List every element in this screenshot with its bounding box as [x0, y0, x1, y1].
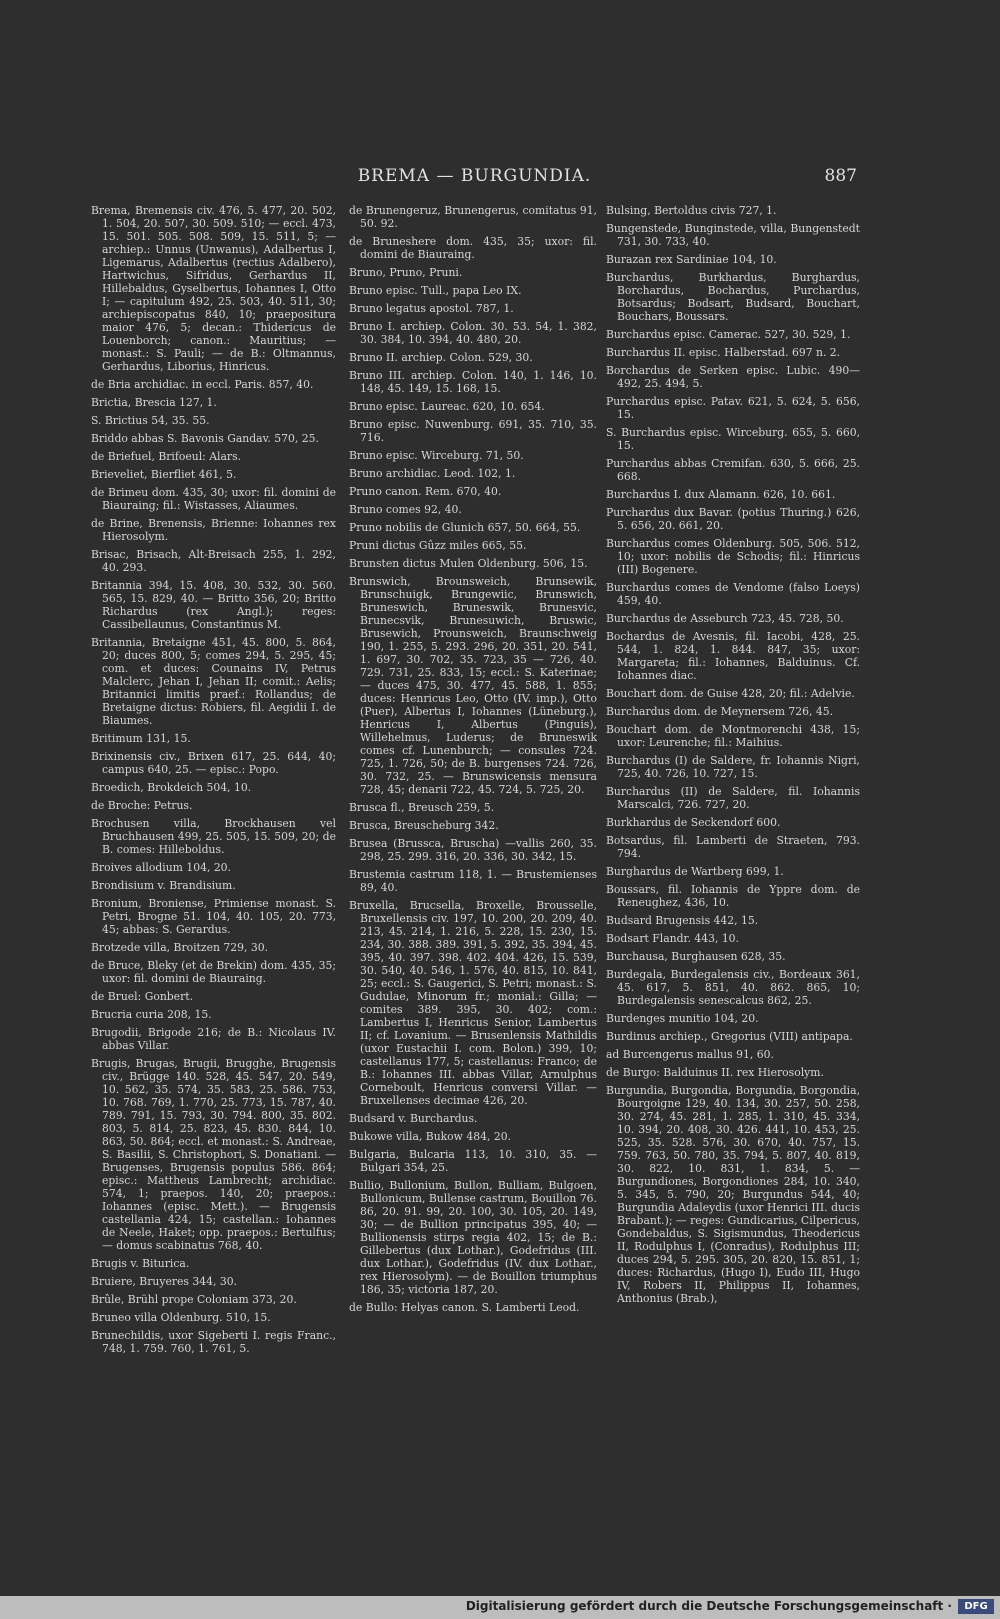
index-entry: Bruno comes 92, 40. — [349, 503, 462, 516]
index-entry: Bruno III. archiep. Colon. 140, 1. 146, 10. 148, 45. 149, 15. 168, 15. — [349, 369, 597, 395]
index-column-1 — [91, 204, 336, 1504]
index-entry: Burchardus (II) de Saldere, fil. Iohannis Marscalci, 726. 727, 20. — [606, 785, 860, 811]
index-entry: Burkhardus de Seckendorf 600. — [606, 816, 781, 829]
index-entry: Budsard Brugensis 442, 15. — [606, 914, 759, 927]
index-entry: Brondisium v. Brandisium. — [91, 879, 236, 892]
index-entry: Britannia 394, 15. 408, 30. 532, 30. 560. 565, 15. 829, 40. — Britto 356, 20; Britto Richardus (rex Angl.); reges: Cassibellaunus, Constantinus M. — [91, 579, 336, 631]
index-entry: Brunechildis, uxor Sigeberti I. regis Franc., 748, 1. 759. 760, 1. 761, 5. — [91, 1329, 336, 1355]
index-entry: Burchausa, Burghausen 628, 35. — [606, 950, 786, 963]
index-entry: Broedich, Brokdeich 504, 10. — [91, 781, 252, 794]
index-entry: Brixinensis civ., Brixen 617, 25. 644, 40; campus 640, 25. — episc.: Popo. — [91, 750, 336, 776]
index-entry: Bruneo villa Oldenburg. 510, 15. — [91, 1311, 271, 1324]
index-entry: Bouchart dom. de Guise 428, 20; fil.: Adelvie. — [606, 687, 855, 700]
index-entry: Brema, Bremensis civ. 476, 5. 477, 20. 502, 1. 504, 20. 507, 30. 509. 510; — eccl. 473, 15. 501. 505. 508. 509, 15. 511, 5; — archiep.: Unnus (Unwanus), Adalbertus I, Ligemarus, Adalbertus (rectius Adalbero), Hartwichus, Sifridus, Gerhardus II, Hillebaldus, Gyselbertus, Iohannes I, Otto I; — capitulum 492, 25. 503, 40. 511, 30; archiepiscopatus 840, 10; praepositura maior 476, 5; decan.: Thidericus de Louenborch; canon.: Mauritius; — monast.: S. Pauli; — de B.: Oltmannus, Gerhardus, Liborius, Hinricus. — [91, 204, 336, 373]
dfg-logo: DFG — [958, 1599, 994, 1614]
index-entry: Burchardus (I) de Saldere, fr. Iohannis Nigri, 725, 40. 726, 10. 727, 15. — [606, 754, 860, 780]
index-entry: Britannia, Bretaigne 451, 45. 800, 5. 864, 20; duces 800, 5; comes 294, 5. 295, 45; com. et duces: Counains IV, Petrus Malclerc, Jehan I, Jehan II; comit.: Aelis; Britannici limitis praef.: Rollandus; de Bretaigne dictus: Robiers, fil. Aegidii I. de Biaumes. — [91, 636, 336, 727]
index-entry: Purchardus episc. Patav. 621, 5. 624, 5. 656, 15. — [606, 395, 860, 421]
index-entry: Bruno archidiac. Leod. 102, 1. — [349, 467, 516, 480]
index-entry: Burchardus, Burkhardus, Burghardus, Borchardus, Bochardus, Purchardus, Botsardus; Bodsart, Budsard, Bouchart, Bouchars, Boussars. — [606, 271, 860, 323]
running-title: BREMA — BURGUNDIA. — [357, 166, 592, 186]
index-entry: Purchardus dux Bavar. (potius Thuring.) 626, 5. 656, 20. 661, 20. — [606, 506, 860, 532]
index-entry: Burchardus de Asseburch 723, 45. 728, 50. — [606, 612, 844, 625]
index-entry: Bronium, Broniense, Primiense monast. S. Petri, Brogne 51. 104, 40. 105, 20. 773, 45; abbas: S. Gerardus. — [91, 897, 336, 936]
index-entry: de Bruel: Gonbert. — [91, 990, 194, 1003]
index-entry: Pruno canon. Rem. 670, 40. — [349, 485, 502, 498]
index-entry: Brieveliet, Bierfliet 461, 5. — [91, 468, 237, 481]
index-entry: Bruno episc. Laureac. 620, 10. 654. — [349, 400, 545, 413]
index-entry: Bruno episc. Tull., papa Leo IX. — [349, 284, 522, 297]
index-entry: de Bullo: Helyas canon. S. Lamberti Leod. — [349, 1301, 580, 1314]
index-entry: ad Burcengerus mallus 91, 60. — [606, 1048, 774, 1061]
index-entry: Burgundia, Burgondia, Borgundia, Borgondia, Bourgoigne 129, 40. 134, 30. 257, 50. 258, 30. 274, 45. 281, 1. 285, 1. 310, 45. 334, 10. 394, 20. 408, 30. 426. 441, 10. 453, 25. 525, 35. 528. 576, 30. 670, 40. 757, 15. 759. 763, 50. 780, 35. 794, 5. 807, 40. 819, 30. 822, 10. 831, 1. 834, 5. — Burgundiones, Borgondiones 284, 10. 340, 5. 345, 5. 790, 20; Burgundus 544, 40; Burgundia Adaleydis (uxor Henrici III. ducis Brabant.); — reges: Gundicarius, Cilpericus, Gondebaldus, S. Sigismundus, Theodericus II, Rodulphus I, (Conradus), Rodulphus III; duces 294, 5. 295. 305, 20. 820, 15. 851, 1; duces: Richardus, (Hugo I), Eudo III, Hugo IV, Robers II, Philippus II, Iohannes, Anthonius (Brab.), — [606, 1084, 860, 1305]
index-entry: de Bruneshere dom. 435, 35; uxor: fil. domini de Biauraing. — [349, 235, 597, 261]
index-entry: de Brunengeruz, Brunengerus, comitatus 91, 50. 92. — [349, 204, 597, 230]
index-entry: Burdinus archiep., Gregorius (VIII) antipapa. — [606, 1030, 853, 1043]
index-entry: Bruno I. archiep. Colon. 30. 53. 54, 1. 382, 30. 384, 10. 394, 40. 480, 20. — [349, 320, 597, 346]
index-entry: de Briefuel, Brifoeul: Alars. — [91, 450, 242, 463]
digitization-footer — [0, 1596, 1000, 1619]
index-entry: Burazan rex Sardiniae 104, 10. — [606, 253, 777, 266]
index-entry: Bruno, Pruno, Pruni. — [349, 266, 463, 279]
index-entry: Bouchart dom. de Montmorenchi 438, 15; uxor: Leurenche; fil.: Maihius. — [606, 723, 860, 749]
index-entry: Bruno legatus apostol. 787, 1. — [349, 302, 514, 315]
index-entry: Briddo abbas S. Bavonis Gandav. 570, 25. — [91, 432, 319, 445]
index-entry: Burchardus I. dux Alamann. 626, 10. 661. — [606, 488, 836, 501]
index-entry: Burchardus comes de Vendome (falso Loeys) 459, 40. — [606, 581, 860, 607]
index-entry: Brunsten dictus Mulen Oldenburg. 506, 15. — [349, 557, 588, 570]
index-entry: Brugodii, Brigode 216; de B.: Nicolaus IV. abbas Villar. — [91, 1026, 336, 1052]
index-entry: Bulgaria, Bulcaria 113, 10. 310, 35. — Bulgari 354, 25. — [349, 1148, 597, 1174]
index-entry: Burchardus II. episc. Halberstad. 697 n. 2. — [606, 346, 841, 359]
index-entry: Brictia, Brescia 127, 1. — [91, 396, 217, 409]
index-entry: Brochusen villa, Brockhausen vel Bruchhausen 499, 25. 505, 15. 509, 20; de B. comes: Hilleboldus. — [91, 817, 336, 856]
page-header — [92, 166, 857, 190]
index-entry: Brusca fl., Breusch 259, 5. — [349, 801, 495, 814]
index-entry: Bruno II. archiep. Colon. 529, 30. — [349, 351, 533, 364]
index-entry: Pruno nobilis de Glunich 657, 50. 664, 55. — [349, 521, 581, 534]
index-entry: Boussars, fil. Iohannis de Yppre dom. de Reneughez, 436, 10. — [606, 883, 860, 909]
index-entry: de Broche: Petrus. — [91, 799, 193, 812]
index-entry: Brugis, Brugas, Brugii, Brugghe, Brugensis civ., Brügge 140. 528, 45. 547, 20. 549, 10. 562, 35. 574, 35. 583, 25. 586. 753, 10. 768. 769, 1. 770, 25. 773, 15. 787, 40. 789. 791, 15. 793, 30. 794. 800, 35. 802. 803, 5. 814, 25. 823, 45. 830. 844, 10. 863, 50. 864; eccl. et monast.: S. Andreae, S. Basilii, S. Christophori, S. Donatiani. — Brugenses, Brugensis populus 586. 864; episc.: Mattheus Lambrecht; archidiac. 574, 1; praepos. 140, 20; praepos.: Iohannes (episc. Mett.). — Brugensis castellania 424, 15; castellan.: Iohannes de Neele, Haket; opp. praepos.: Bertulfus; — domus scabinatus 768, 40. — [91, 1057, 336, 1252]
index-entry: de Burgo: Balduinus II. rex Hierosolym. — [606, 1066, 824, 1079]
index-column-3 — [606, 204, 860, 1504]
index-column-2 — [349, 204, 597, 1504]
index-entry: Botsardus, fil. Lamberti de Straeten, 793. 794. — [606, 834, 860, 860]
index-entry: Borchardus de Serken episc. Lubic. 490—492, 25. 494, 5. — [606, 364, 860, 390]
index-entry: Purchardus abbas Cremifan. 630, 5. 666, 25. 668. — [606, 457, 860, 483]
index-entry: Bungenstede, Bunginstede, villa, Bungenstedt 731, 30. 733, 40. — [606, 222, 860, 248]
index-entry: de Brine, Brenensis, Brienne: Iohannes rex Hierosolym. — [91, 517, 336, 543]
index-entry: Britimum 131, 15. — [91, 732, 191, 745]
index-entry: de Bruce, Bleky (et de Brekin) dom. 435, 35; uxor: fil. domini de Biauraing. — [91, 959, 336, 985]
index-entry: S. Brictius 54, 35. 55. — [91, 414, 210, 427]
index-entry: S. Burchardus episc. Wirceburg. 655, 5. 660, 15. — [606, 426, 860, 452]
index-entry: Bodsart Flandr. 443, 10. — [606, 932, 739, 945]
index-entry: Burdegala, Burdegalensis civ., Bordeaux 361, 45. 617, 5. 851, 40. 862. 865, 10; Burdegalensis senescalcus 862, 25. — [606, 968, 860, 1007]
index-entry: Pruni dictus Gûzz miles 665, 55. — [349, 539, 527, 552]
index-entry: Burdenges munitio 104, 20. — [606, 1012, 759, 1025]
index-entry: Brucria curia 208, 15. — [91, 1008, 212, 1021]
index-entry: Broives allodium 104, 20. — [91, 861, 231, 874]
index-entry: Brusca, Breuscheburg 342. — [349, 819, 499, 832]
index-entry: Burchardus dom. de Meynersem 726, 45. — [606, 705, 834, 718]
index-entry: Burchardus comes Oldenburg. 505, 506. 512, 10; uxor: nobilis de Schodis; fil.: Hinricus (III) Bogenere. — [606, 537, 860, 576]
index-entry: Bruno episc. Wirceburg. 71, 50. — [349, 449, 524, 462]
index-entry: Bochardus de Avesnis, fil. Iacobi, 428, 25. 544, 1. 824, 1. 844. 847, 35; uxor: Margareta; fil.: Iohannes, Balduinus. Cf. Iohannes diac. — [606, 630, 860, 682]
index-entry: Brotzede villa, Broitzen 729, 30. — [91, 941, 268, 954]
index-entry: de Bria archidiac. in eccl. Paris. 857, 40. — [91, 378, 314, 391]
index-entry: Bruno episc. Nuwenburg. 691, 35. 710, 35. 716. — [349, 418, 597, 444]
index-entry: Brusea (Brussca, Bruscha) —vallis 260, 35. 298, 25. 299. 316, 20. 336, 30. 342, 15. — [349, 837, 597, 863]
index-entry: Budsard v. Burchardus. — [349, 1112, 478, 1125]
index-entry: Brustemia castrum 118, 1. — Brustemienses 89, 40. — [349, 868, 597, 894]
page-number: 887 — [824, 166, 857, 186]
index-entry: Burchardus episc. Camerac. 527, 30. 529, 1. — [606, 328, 851, 341]
index-entry: Bukowe villa, Bukow 484, 20. — [349, 1130, 512, 1143]
index-entry: Brisac, Brisach, Alt-Breisach 255, 1. 292, 40. 293. — [91, 548, 336, 574]
index-entry: Brugis v. Biturica. — [91, 1257, 190, 1270]
footer-credit: Digitalisierung gefördert durch die Deutsche Forschungsgemeinschaft · — [465, 1599, 952, 1613]
index-entry: de Brimeu dom. 435, 30; uxor: fil. domini de Biauraing; fil.: Wistasses, Aliaumes. — [91, 486, 336, 512]
index-entry: Brûle, Brühl prope Coloniam 373, 20. — [91, 1293, 297, 1306]
index-entry: Bruxella, Brucsella, Broxelle, Brousselle, Bruxellensis civ. 197, 10. 200, 20. 209, 40. 213, 45. 214, 1. 216, 5. 228, 15. 230, 15. 234, 30. 388. 389. 391, 5. 392, 35. 394, 45. 395, 40. 397. 398. 402. 404. 426, 15. 539, 30. 540, 40. 546, 1. 576, 40. 815, 10. 841, 25; eccl.: S. Gaugerici, S. Petri; monast.: S. Gudulae, Minorum fr.; monial.: Gilla; — comites 389. 395, 30. 402; com.: Lambertus I, Henricus Senior, Lambertus II; cf. Lovanium. — Brusenlensis Mathildis (uxor Eustachii I. com. Bolon.) 399, 10; castellanus 177, 5; castellanus: Franco; de B.: Iohannes III. abbas Villar, Arnulphus Corneboult, Henricus conversi Villar. — Bruxellenses decimae 426, 20. — [349, 899, 597, 1107]
index-entry: Bruiere, Bruyeres 344, 30. — [91, 1275, 238, 1288]
index-entry: Bullio, Bullonium, Bullon, Bulliam, Bulgoen, Bullonicum, Bullense castrum, Bouillon 76. 86, 20. 91. 99, 20. 100, 30. 105, 20. 149, 30; — de Bullion principatus 395, 40; — Bullionensis stirps regia 402, 15; de B.: Gillebertus (dux Lothar.), Godefridus (III. dux Lothar.), Godefridus (IV. dux Lothar., rex Hierosolym). — de Bouillon triumphus 186, 35; victoria 187, 20. — [349, 1179, 597, 1296]
index-entry: Bulsing, Bertoldus civis 727, 1. — [606, 204, 777, 217]
index-entry: Brunswich, Brounsweich, Brunsewik, Brunschuigk, Brungewiic, Brunswich, Bruneswich, Bruneswik, Brunesvic, Brunecsvik, Brunesuwich, Bruswic, Brusewich, Prounsweich, Braunschweig 190, 1. 255, 5. 293. 296, 20. 351, 20. 541, 1. 697, 30. 702, 35. 723, 35 — 726, 40. 729. 731, 25. 833, 15; eccl.: S. Katerinae; — duces 475, 30. 477, 45. 588, 1. 855; duces: Henricus Leo, Otto (IV. imp.), Otto (Puer), Albertus I, Iohannes (Lüneburg.), Henricus I, Albertus (Pinguis), Willehelmus, Luderus; de Bruneswik comes cf. Lunenburch; — consules 724. 725, 1. 726, 50; de B. burgenses 724. 726, 30. 732, 25. — Brunswicensis mensura 728, 45; denarii 722, 45. 724, 5. 725, 20. — [349, 575, 597, 796]
index-entry: Burghardus de Wartberg 699, 1. — [606, 865, 784, 878]
